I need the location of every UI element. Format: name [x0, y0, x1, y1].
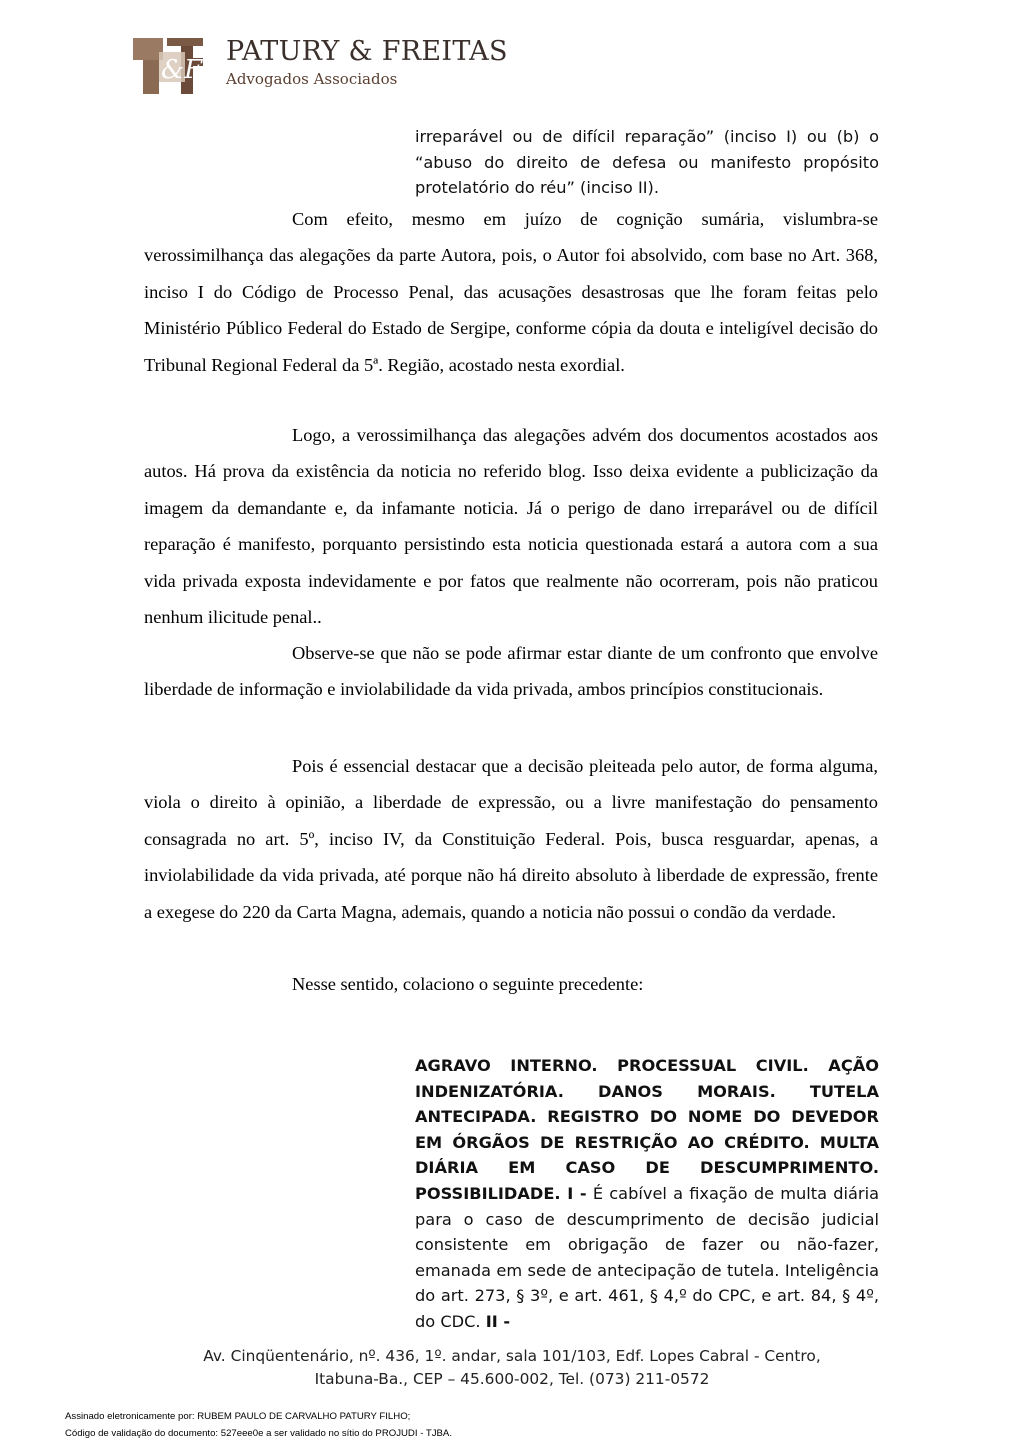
paragraph-text: Pois é essencial destacar que a decisão pleiteada pelo autor, de forma alguma, viola o direito à opinião, a liberdade de expressão, ou a livre manifestação do pensamento consagrada no art. 5º, inciso IV, da Constituição Federal. Pois, busca resguardar, apenas, a inviolabilidade da vida privada, até porque não há direito absoluto à liberdade de expressão, frente a exegese do 220 da Carta Magna, ademais, quando a noticia não possui o condão da verdade.	[144, 756, 878, 922]
precedent-heading: AGRAVO INTERNO. PROCESSUAL CIVIL. AÇÃO INDENIZATÓRIA. DANOS MORAIS. TUTELA ANTECIPADA. REGISTRO DO NOME DO DEVEDOR EM ÓRGÃOS DE RESTRIÇÃO AO CRÉDITO. MULTA DIÁRIA EM CASO DE DESCUMPRIMENTO. POSSIBILIDADE. I -	[415, 1056, 879, 1203]
body-paragraph	[144, 748, 878, 930]
address-line: Av. Cinqüentenário, nº. 436, 1º. andar, sala 101/103, Edf. Lopes Cabral - Centro,	[203, 1347, 821, 1365]
signature-line: Assinado eletronicamente por: RUBEM PAULO DE CARVALHO PATURY FILHO;	[65, 1411, 411, 1422]
block-quote-continuation: irreparável ou de difícil reparação” (inciso I) ou (b) o “abuso do direito de defesa ou manifesto propósito protelatório do réu” (inciso II).	[415, 127, 879, 197]
firm-logo	[133, 36, 205, 96]
precedent-quote	[415, 1053, 879, 1335]
body-paragraph	[144, 966, 878, 1002]
firm-subtitle: Advogados Associados	[226, 70, 398, 88]
validation-code-line: Código de validação do documento: 527eee0e a ser validado no sítio do PROJUDI - TJBA.	[65, 1428, 453, 1439]
body-paragraph	[144, 417, 878, 635]
logo-ampersand: &F	[161, 55, 203, 85]
precedent-item-marker: II -	[485, 1311, 511, 1331]
firm-name: PATURY & FREITAS	[226, 36, 508, 67]
body-paragraph	[144, 201, 878, 383]
firm-logo-mark	[133, 36, 205, 96]
paragraph-text: Com efeito, mesmo em juízo de cognição sumária, vislumbra-se verossimilhança das alegações da parte Autora, pois, o Autor foi absolvido, com base no Art. 368, inciso I do Código de Processo Penal, das acusações desastrosas que lhe foram feitas pelo Ministério Público Federal do Estado de Sergipe, conforme cópia da douta e inteligível decisão do Tribunal Regional Federal da 5ª. Região, acostado nesta exordial.	[144, 209, 878, 375]
footer-address	[110, 1345, 914, 1391]
paragraph-text: Nesse sentido, colaciono o seguinte precedente:	[292, 974, 644, 994]
address-line: Itabuna-Ba., CEP – 45.600-002, Tel. (073) 211-0572	[314, 1370, 710, 1388]
precedent-body: É cabível a fixação de multa diária para o caso de descumprimento de decisão judicial consistente em obrigação de fazer ou não-fazer, emanada em sede de antecipação de tutela. Inteligência do art. 273, § 3º, e art. 461, § 4,º do CPC, e art. 84, § 4º, do CDC.	[415, 1183, 879, 1331]
paragraph-text: Logo, a verossimilhança das alegações advém dos documentos acostados aos autos. Há prova da existência da noticia no referido blog. Isso deixa evidente a publicização da imagem da demandante e, da infamante noticia. Já o perigo de dano irreparável ou de difícil reparação é manifesto, porquanto persistindo esta noticia questionada estará a autora com a sua vida privada exposta indevidamente e por fatos que realmente não ocorreram, pois não praticou nenhum ilicitude penal..	[144, 425, 878, 628]
body-paragraph	[144, 635, 878, 708]
paragraph-text: Observe-se que não se pode afirmar estar diante de um confronto que envolve liberdade de informação e inviolabilidade da vida privada, ambos princípios constitucionais.	[144, 643, 878, 700]
